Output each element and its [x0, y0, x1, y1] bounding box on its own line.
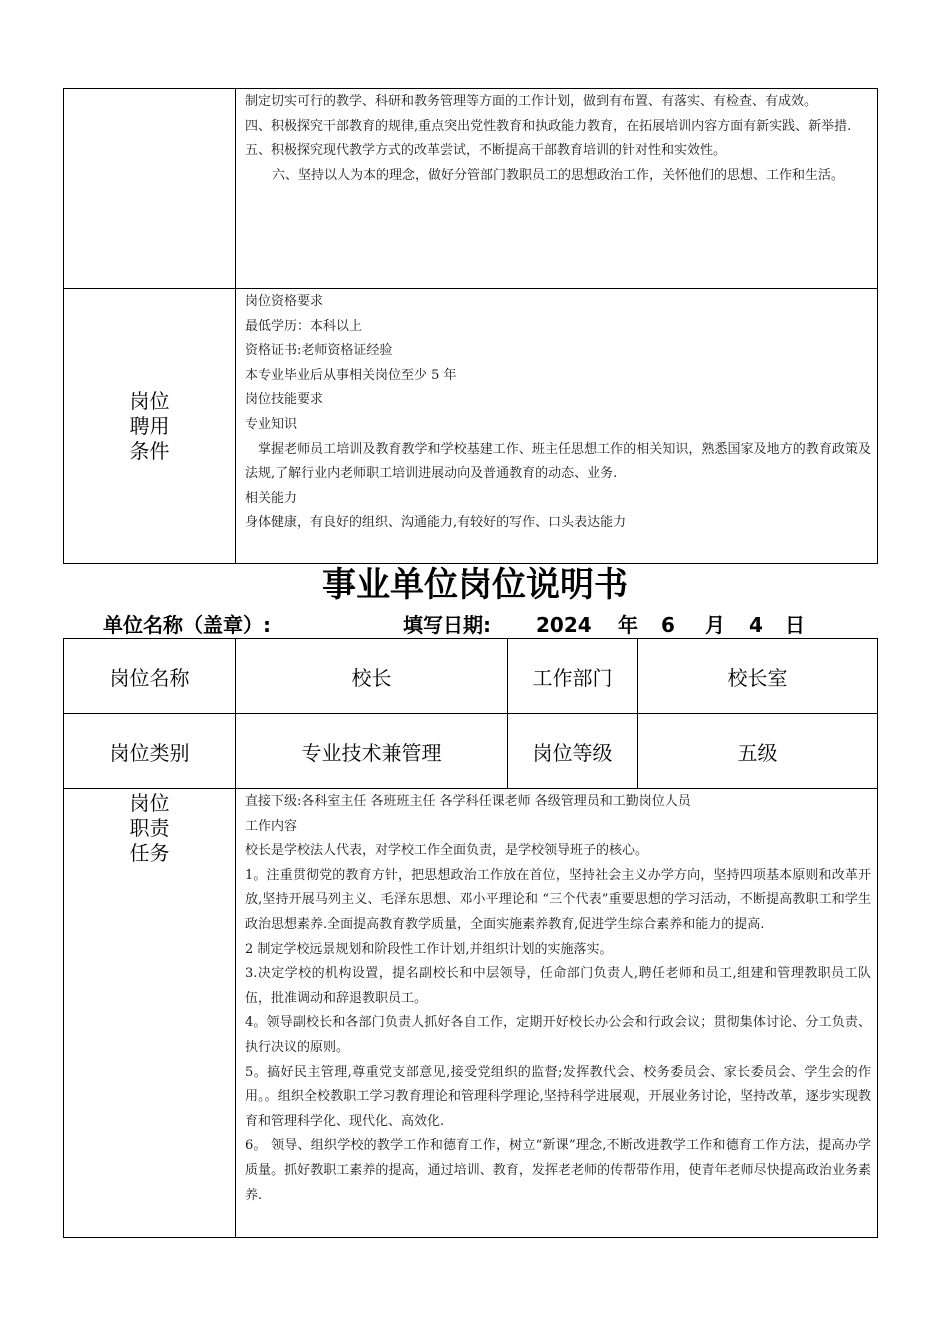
unit-name-label: 单位名称（盖章）: [103, 613, 271, 637]
fill-date-day-unit: 日 [785, 613, 805, 637]
hiring-line: 掌握老师员工培训及教育教学和学校基建工作、班主任思想工作的相关知识，熟悉国家及地方的教育政策及法规,了解行业内老师职工培训进展动向及普通教育的动态、业务. [245, 441, 871, 482]
grade-value: 五级 [638, 714, 878, 789]
hiring-line: 岗位技能要求 [245, 392, 324, 408]
duties-label: 岗位 职责 任务 [64, 789, 236, 1238]
duties-line: 工作内容 [245, 818, 298, 834]
top-table [63, 88, 878, 564]
fill-date-year: 2024 [536, 613, 592, 637]
hiring-line: 专业知识 [245, 416, 298, 432]
duties-continued-line: 五、积极探究现代教学方式的改革尝试，不断提高干部教育培训的针对性和实效性。 [245, 143, 727, 159]
duties-line: 3.决定学校的机构设置，提名副校长和中层领导，任命部门负责人,聘任老师和员工,组建和管理教职员工队伍，批准调动和辞退教职员工。 [245, 966, 871, 1006]
category-value: 专业技术兼管理 [236, 714, 508, 789]
post-name-row [64, 639, 878, 714]
department-value: 校长室 [638, 639, 878, 714]
duties-continued-line: 六、坚持以人为本的理念，做好分管部门教职员工的思想政治工作，关怀他们的思想、工作和生活。 [271, 167, 844, 183]
hiring-line: 资格证书:老师资格证经验 [245, 343, 393, 359]
duties-line: 直接下级:各科室主任 各班班主任 各学科任课老师 各级管理员和工勤岗位人员 [245, 794, 691, 809]
department-label: 工作部门 [508, 639, 638, 714]
duties-cell [236, 789, 878, 1238]
post-name-value: 校长 [236, 639, 508, 714]
grade-label: 岗位等级 [508, 714, 638, 789]
duties-line: 校长是学校法人代表，对学校工作全面负责，是学校领导班子的核心。 [245, 843, 649, 859]
duties-continued-cell [236, 89, 878, 289]
hiring-line: 身体健康，有良好的组织、沟通能力,有较好的写作、口头表达能力 [245, 515, 627, 531]
category-label: 岗位类别 [64, 714, 236, 789]
hiring-conditions-label: 岗位 聘用 条件 [64, 289, 236, 564]
hiring-line: 相关能力 [245, 490, 298, 506]
post-name-label: 岗位名称 [64, 639, 236, 714]
hiring-line: 岗位资格要求 [245, 294, 324, 309]
duties-row [64, 789, 878, 1238]
fill-date-label: 填写日期: [403, 613, 491, 637]
duties-continued-row [64, 89, 878, 289]
hiring-conditions-cell [236, 289, 878, 564]
duties-line: 2 制定学校远景规划和阶段性工作计划,并组织计划的实施落实。 [245, 941, 613, 957]
fill-date-month-unit: 月 [705, 613, 725, 637]
fill-date-year-unit: 年 [618, 613, 638, 637]
document-title: 事业单位岗位说明书 [322, 565, 628, 605]
duties-line: 1。注重贯彻党的教育方针，把思想政治工作放在首位，坚持社会主义办学方向，坚持四项基本原则和改革开放,坚持开展马列主义、毛泽东思想、邓小平理论和 “三个代表”重要思想的学习活动，不断提高教职工和学生政治思想素养.全面提高教育教学质量，全面实施素养教育,促进学生综合素养和能力的提高. [245, 867, 871, 932]
hiring-line: 本专业毕业后从事相关岗位至少 5 年 [245, 367, 457, 383]
hiring-conditions-row [64, 289, 878, 564]
fill-date-day: 4 [749, 613, 763, 637]
duties-line: 5。搞好民主管理,尊重党支部意见,接受党组织的监督;发挥教代会、校务委员会、家长委员会、学生会的作用。。组织全校教职工学习教育理论和管理科学理论,坚持科学进展观，开展业务讨论，坚持改革，逐步实现教育和管理科学化、现代化、高效化. [245, 1064, 871, 1129]
duties-continued-line: 四、积极探究干部教育的规律,重点突出党性教育和执政能力教育，在拓展培训内容方面有新实践、新举措. [245, 118, 852, 134]
duties-line: 4。领导副校长和各部门负责人抓好各自工作，定期开好校长办公会和行政会议；贯彻集体讨论、分工负责、执行决议的原则。 [245, 1015, 871, 1055]
empty-label-cell [64, 89, 236, 289]
category-row [64, 714, 878, 789]
main-table [63, 638, 878, 1238]
duties-continued-line: 制定切实可行的教学、科研和教务管理等方面的工作计划，做到有布置、有落实、有检查、有成效。 [245, 94, 818, 109]
duties-line: 6。 领导、组织学校的教学工作和德育工作，树立“新课”理念,不断改进教学工作和德育工作方法，提高办学质量。抓好教职工素养的提高，通过培训、教育，发挥老老师的传帮带作用，使青年老师尽快提高政治业务素养. [245, 1138, 871, 1203]
fill-date-month: 6 [661, 613, 675, 637]
hiring-line: 最低学历：本科以上 [245, 318, 363, 334]
